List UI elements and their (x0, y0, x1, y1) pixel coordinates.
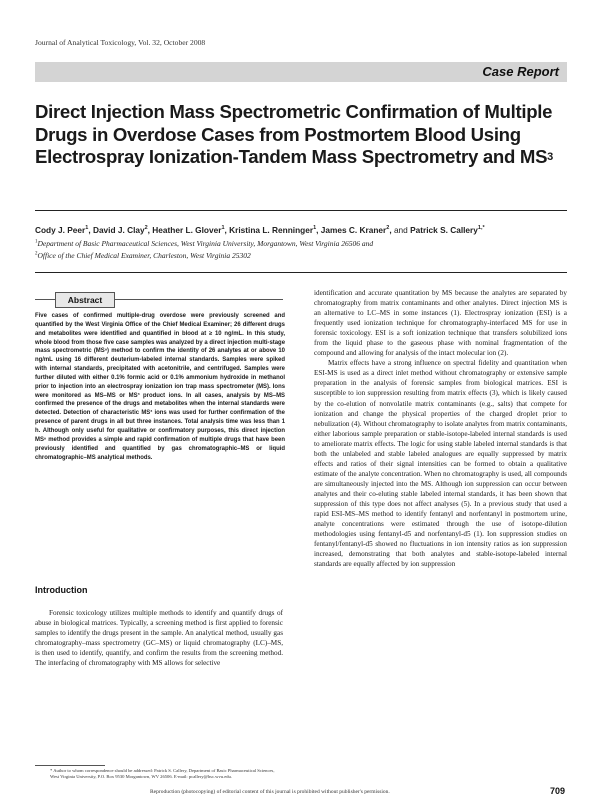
reproduction-notice: Reproduction (photocopying) of editorial content of this journal is prohibited without publisher's permission. (150, 789, 390, 795)
author-sup: 1,* (477, 225, 485, 232)
introduction-text (35, 608, 283, 669)
affiliation-2 (35, 251, 251, 260)
article-type-band (35, 62, 567, 82)
paragraph: Forensic toxicology utilizes multiple methods to identify and quantify drugs of abuse in biological matrices. Typically, a screening method is first applied to forensic samples to identify the drugs present in the sample. An analytical method, usually gas chromatography–mass spectrometry (GC–MS) or liquid chromatography (LC)–MS, is then used to identify, quantify, and confirm the results from the screening method. The interfacing of chromatography with MS allows for selective (35, 609, 283, 668)
author-sup: 1 (221, 225, 225, 232)
authors-conjunction: and (393, 225, 408, 235)
paragraph: identification and accurate quantitation by MS because the analytes are separated by chromatography from matrix contaminants and other analytes. Direct injection MS is an alternative to LC–MS in some instances (1). Electrospray ionization (ESI) is a frequently used ionization technique for chromatography-interfaced MS for use in forensic toxicology. ESI is a soft ionization technique that transfers solubilized ions from the liquid phase to the gaseous phase with nominal fragmentation of the compound and allowing for analysis of the intact molecular ion (2). (314, 289, 567, 358)
affiliation-sup: 2 (35, 251, 38, 257)
article-title (35, 101, 565, 169)
abstract-text: Five cases of confirmed multiple-drug overdose were previously screened and quantified by the West Virginia Office of the Chief Medical Examiner; 26 different drugs and metabolites were identified and quantified in blood at ≥ 10 ng/mL. In this study, whole blood from those five case samples was analyzed by a direct injection multi-stage mass spectrometric (MSⁿ) method to confirm the identity of 26 analytes at or above 10 ng/mL using 16 different deuterium-labeled internal standards. Samples were spiked with internal standards, precipitated with acetonitrile, and centrifuged. Samples were further diluted with either 0.1% formic acid or 0.1% ammonium hydroxide in methanol prior to injection into an electrospray ionization ion trap mass spectrometer (MS). Ions were monitored as MS–MS or MS³ product ions. In all cases, analysis by MS–MS confirmed the presence of the drugs and metabolites when the internal standards were detected. Detection of characteristic MS³ ions was used for further confirmation of the presence of parent drugs in all but three instances. Total analysis time was less than 1 h. Although only useful for qualitative or confirmatory purposes, this direct injection MSⁿ method provides a simple and rapid confirmation of multiple drugs that have been previously identified and quantified by gas chromatographic–MS or liquid chromatographic–MS analytical methods. (35, 313, 285, 461)
journal-header: Journal of Analytical Toxicology, Vol. 32, October 2008 (35, 38, 206, 47)
article-type-label: Case Report (482, 64, 559, 79)
correspondence-footnote: * Author to whom correspondence should be addressed: Patrick S. Callery, Department of Basic Pharmaceutical Sciences, West Virginia University, P.O. Box 9530 Morgantown, WV 26506. E-mail: pcallery@hsc.wvu.edu. (50, 768, 275, 780)
affiliation-sup: 1 (35, 239, 38, 245)
author-list: Cody J. Peer$^1$, David J. Clay$^2$, Heather L. Glover$^1$, Kristina L. Renninger$^1$, James C. Kraner$^2$, and Patrick S. Callery$^{1,*}$ (35, 225, 485, 235)
page-number: 709 (549, 786, 565, 796)
author-name: Heather L. Glover (152, 225, 222, 235)
title-rule-top (35, 210, 567, 211)
author-name: James C. Kraner (320, 225, 387, 235)
author-sup: 2 (144, 225, 148, 232)
header-rule-bottom (35, 272, 567, 273)
author-sup: 1 (85, 225, 89, 232)
author-name: Cody J. Peer (35, 225, 86, 235)
author-name: Patrick S. Callery (410, 225, 478, 235)
footnote-rule (35, 765, 105, 766)
affiliation-text: Department of Basic Pharmaceutical Sciences, West Virginia University, Morgantown, West Virginia 26506 and (37, 239, 374, 248)
author-name: Kristina L. Renninger (229, 225, 314, 235)
author-name: David J. Clay (92, 225, 145, 235)
right-column-text (314, 288, 567, 569)
introduction-heading: Introduction (35, 585, 88, 595)
affiliation-1 (35, 239, 373, 248)
author-sup: 2 (386, 225, 390, 232)
affiliation-text: Office of the Chief Medical Examiner, Charleston, West Virginia 25302 (37, 251, 251, 260)
abstract-heading: Abstract (55, 292, 115, 308)
article-title-superscript: 3 (547, 151, 553, 163)
paragraph: Matrix effects have a strong influence on spectral fidelity and quantitation when ESI-MS is used as a direct inlet method without chromatography or extensive sample preparation in the analysis of forensic samples from biological matrices. ESI is susceptible to ion suppression resulting from matrix effects (3), which is likely caused by the co-elution of nonvolatile matrix contaminants (e.g., salts) that compete for ionization and change the physical properties of the charged droplet prior to nebulization (4). Without chromatography to isolate analytes from matrix contaminants, either laborious sample preparation or stable-isotope-labeled internal standards is used to ameliorate matrix effects. The logic for using stable labeled internal standards is that both the unlabeled and stable labeled analogues are equally suppressed by matrix effects and ratios of their signal intensities can be formed to obtain a qualitative estimate of the analyte concentration. When no chromatography is used, all compounds are simultaneously injected into the MS. Although ion suppression can occur between analytes and their co-eluting stable labeled internal standards, it has been shown that suppression of this type does not affect analyses (5). In a previous study that used a rapid ESI-MS–MS method to identify fentanyl and norfentanyl in postmortem urine, analyte concentrations were estimated through the use of isotope-dilution methodologies using fentanyl-d5 and norfentanyl-d5 (1). Ion suppression studies on fentanyl/fentanyl-d5 showed no fluctuations in ion intensity ratios as ion suppression increased, demonstrating that both analytes and stable-isotope-labeled internal standards are equally affected by ion suppression (314, 359, 567, 569)
article-title-text: Direct Injection Mass Spectrometric Confirmation of Multiple Drugs in Overdose Cases from Postmortem Blood Using Electrospray Ionization-Tandem Mass Spectrometry and MS (35, 101, 553, 167)
author-sup: 1 (313, 225, 317, 232)
